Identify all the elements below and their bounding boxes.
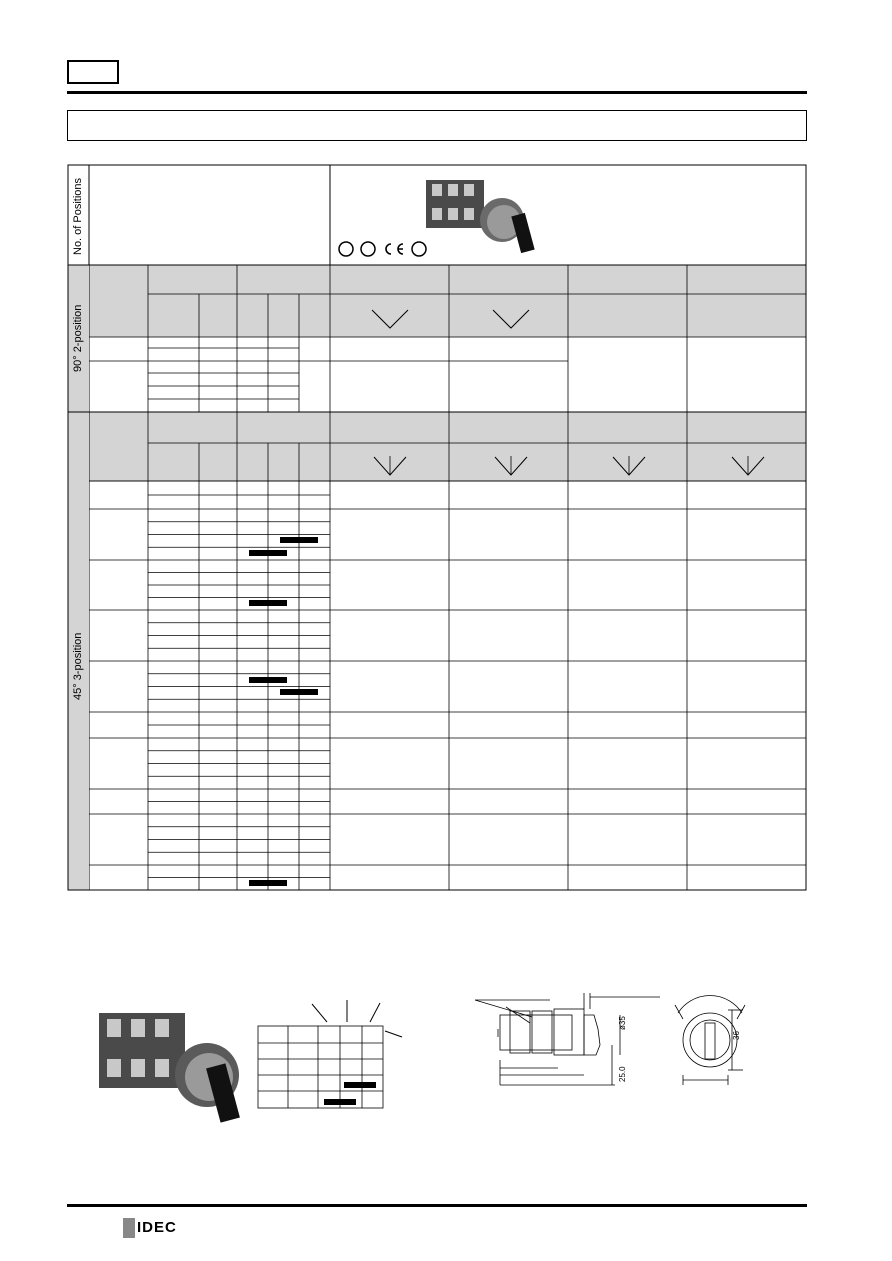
footer-rule [67,1204,807,1207]
header-90 [90,266,806,338]
header-45 [90,413,806,482]
product-photo-large [95,1003,245,1128]
contact-bar [280,537,318,543]
90-2-position-label: 90° 2-position [72,304,84,372]
dimension-drawing [470,985,750,1090]
ccc-mark-icon [412,242,426,256]
diameter-dimension: ø35 [618,1016,627,1030]
contact-bar [280,689,318,695]
no-of-positions-label: No. of Positions [72,177,84,255]
contact-bar [249,880,287,886]
csa-mark-icon [361,242,375,256]
certification-marks [337,240,432,260]
contact-bar [249,550,287,556]
height-dimension: 25.0 [618,1066,627,1082]
company-logo: IDEC [137,1219,177,1236]
width-dimension: 36 [732,1031,741,1040]
ul-mark-icon [339,242,353,256]
product-photo [420,172,540,257]
45-3-position-label: 45° 3-position [72,632,84,700]
logo-mark-icon [123,1218,135,1238]
contact-bar [249,600,287,606]
contact-diagram [255,995,405,1115]
contact-bar [249,677,287,683]
ce-mark-icon [386,244,391,254]
